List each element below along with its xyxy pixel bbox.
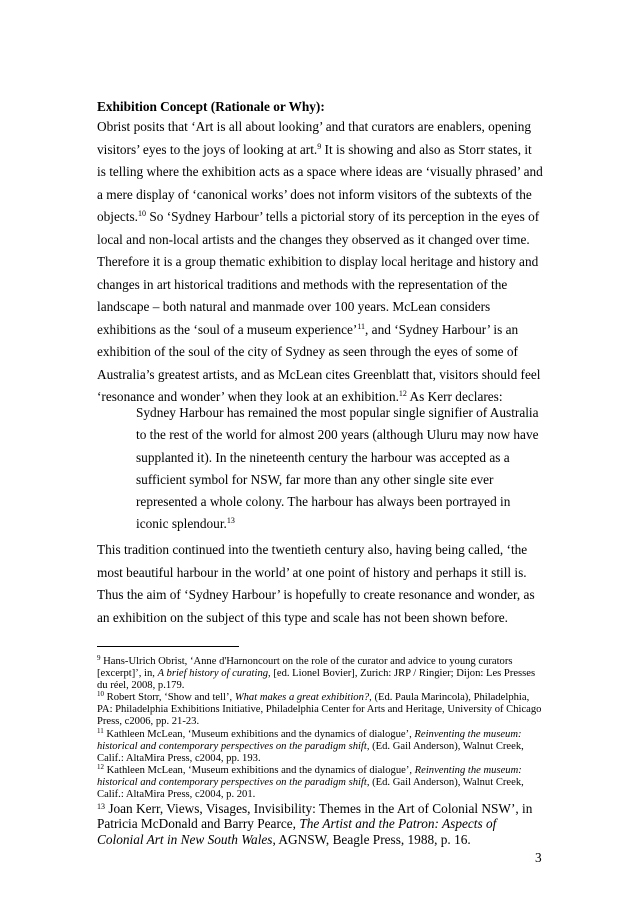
footnote-number: 9 <box>97 654 101 662</box>
p1-text-e: As Kerr declares: <box>406 389 503 404</box>
footnote-text: [ed. Lionel Bovier], Zurich: JRP / Ringier; Dijon: Les Presses du réel, 2008, p.179. <box>97 668 536 692</box>
body-paragraph-1 <box>97 116 543 409</box>
footnote-title: What makes a great exhibition? <box>234 692 370 704</box>
footnote-text: , (Ed. Gail Anderson), Walnut Creek, Calif.: AltaMira Press, c2004, pp. 193. <box>97 740 524 764</box>
footnote-title: A brief history of curating, <box>157 668 271 680</box>
footnote-title: The Artist and the Patron: Aspects of Colonial Art in New South Wales <box>97 816 497 847</box>
footnote-number: 10 <box>97 690 104 699</box>
body-paragraph-2: This tradition continued into the twentieth century also, having being called, ‘the most beautiful harbour in the world’ at one point of history and perhaps it still is. Thus the aim of ‘Sydney Harbour’ is hopefully to create resonance and wonder, as an exhibition on the subject of this type and scale has not been shown before. <box>97 542 535 625</box>
footnote-ref-11[interactable]: 11 <box>357 321 366 331</box>
footnote-9 <box>97 656 545 692</box>
page-number: 3 <box>535 850 542 865</box>
footnote-title: Reinventing the museum: historical and contemporary perspectives on the paradigm shift <box>97 764 522 788</box>
footnote-text: Kathleen McLean, ‘Museum exhibitions and the dynamics of dialogue’, <box>104 764 415 776</box>
section-heading: Exhibition Concept (Rationale or Why): <box>97 99 325 114</box>
footnote-text: , (Ed. Paula Marincola), Philadelphia, PA: Philadelphia Exhibitions Initiative, Philadelphia Center for Arts and Heritage, University of Chicago Press, c2006, pp. 21-23. <box>97 692 542 728</box>
p1-text-a: Obrist posits that ‘Art is all about looking’ and that curators are enablers, opening visitors’ eyes to the joys of looking at art. <box>97 119 532 157</box>
footnote-ref-9[interactable]: 9 <box>317 141 322 151</box>
p1-text-c: So ‘Sydney Harbour’ tells a pictorial story of its perception in the eyes of local and non-local artists and the changes they observed as it changed over time. Therefore it is a group thematic exhibition to display local heritage and history and changes in art historical traditions and methods with the representation of the landscape – both natural and manmade over 100 years. McLean considers exhibitions as the ‘soul of a museum experience’ <box>97 209 540 337</box>
footnote-text: Robert Storr, ‘Show and tell’, <box>104 692 235 704</box>
footnotes <box>97 656 545 847</box>
footnote-ref-13[interactable]: 13 <box>226 516 235 526</box>
quote-text: Sydney Harbour has remained the most popular single signifier of Australia to the rest of the world for almost 200 years (although Uluru may now have supplanted it). In the nineteenth century the harbour was accepted as a sufficient symbol for NSW, far more than any other single site ever represented a whole colony. The harbour has always been portrayed in iconic splendour. <box>136 405 539 532</box>
footnote-12 <box>97 762 545 801</box>
footnote-text: , (Ed. Gail Anderson), Walnut Creek, Calif.: AltaMira Press, c2004, p. 201. <box>97 776 524 801</box>
footnote-number: 13 <box>97 802 105 812</box>
footnote-text: Kathleen McLean, ‘Museum exhibitions and the dynamics of dialogue’, <box>103 728 415 740</box>
footnote-ref-10[interactable]: 10 <box>138 209 146 218</box>
footnote-text: Hans-Ulrich Obrist, ‘Anne d'Harnoncourt on the role of the curator and advice to young curators [excerpt]’, in, <box>97 656 513 680</box>
footnote-text: Joan Kerr, Views, Visages, Invisibility: Themes in the Art of Colonial NSW’, in Patricia McDonald and Barry Pearce, <box>97 801 533 832</box>
footnote-text: , AGNSW, Beagle Press, 1988, p. 16. <box>272 831 471 847</box>
p1-text-d: , and ‘Sydney Harbour’ is an exhibition of the soul of the city of Sydney as seen through the eyes of some of Australia’s greatest artists, and as McLean cites Greenblatt that, visitors should feel ‘resonance and wonder’ when they look at an exhibition. <box>97 321 541 404</box>
footnote-10 <box>97 692 545 728</box>
footnote-number: 11 <box>97 726 104 735</box>
footnote-11 <box>97 726 545 765</box>
block-quote <box>136 402 544 536</box>
footnote-ref-12[interactable]: 12 <box>398 389 407 398</box>
footnote-title: Reinventing the museum: historical and contemporary perspectives on the paradigm shift <box>97 728 522 752</box>
footnote-number: 12 <box>97 762 104 771</box>
footnote-separator <box>97 646 239 647</box>
p1-text-b: It is showing and also as Storr states, it is telling where the exhibition acts as a space where ideas are ‘visually phrased’ and a mere display of ‘canonical works’ does not inform visitors of the subtexts of the objects. <box>97 141 543 224</box>
footnote-13 <box>97 801 545 847</box>
